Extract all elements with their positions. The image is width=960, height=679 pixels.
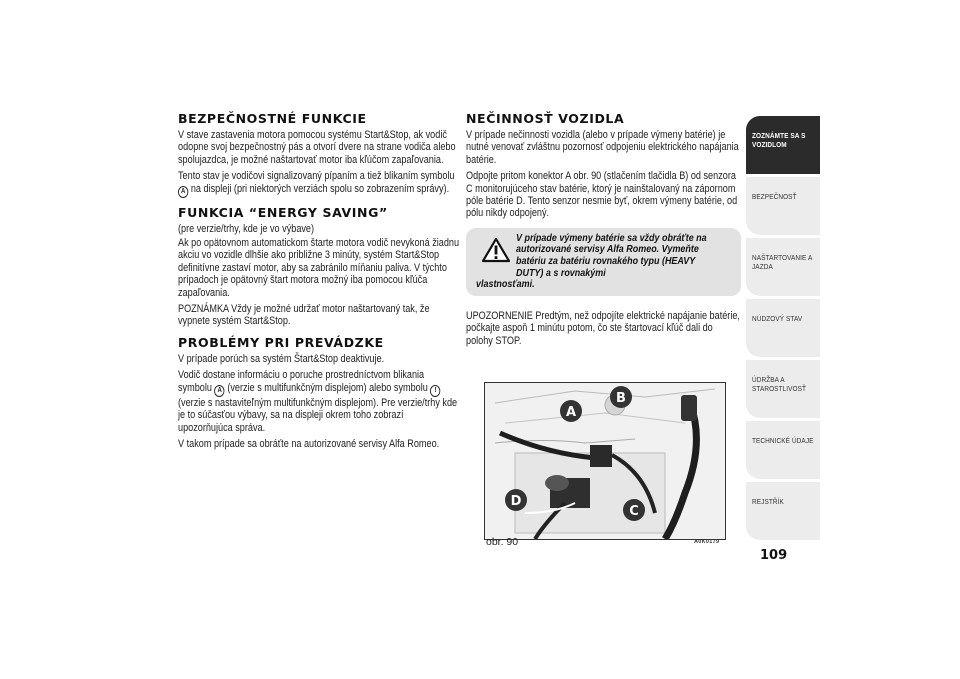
warning-triangle-icon bbox=[482, 237, 510, 263]
tab-technical-data[interactable]: TECHNICKÉ ÚDAJE bbox=[746, 421, 820, 479]
info-icon: ! bbox=[430, 385, 440, 397]
subtitle: (pre verzie/trhy, kde je vo výbave) bbox=[178, 222, 315, 235]
section-title-inactivity: NEČINNOSŤ VOZIDLA bbox=[466, 111, 625, 126]
figure-caption: obr. 90 bbox=[486, 536, 519, 548]
paragraph: V prípade nečinnosti vozidla (alebo v prípade výmeny batérie) je nutné venovať zvláštnu pozornosť odpojeniu elektrického napájania batérie. bbox=[466, 129, 739, 166]
svg-text:B: B bbox=[616, 391, 626, 406]
section-title-safety: BEZPEČNOSTNÉ FUNKCIE bbox=[178, 111, 367, 126]
tab-index[interactable]: REJSTŘÍK bbox=[746, 482, 820, 540]
paragraph: Ak po opätovnom automatickom štarte motora vodič nevykoná žiadnu akciu vo vozidle dlhšie ako približne 3 minúty, systém Start&Stop definitívne zastaví motor, aby sa zabránilo míňaniu paliva. V týchto prípadoch je opätovný štart motora možný iba pomocou kľúča zapaľovania. bbox=[178, 237, 460, 299]
start-stop-fault-icon: A bbox=[214, 385, 224, 397]
svg-text:A: A bbox=[565, 405, 577, 420]
tab-maintenance[interactable]: ÚDRŽBA A STAROSTLIVOSŤ bbox=[746, 360, 820, 418]
figure-label-d bbox=[505, 489, 527, 511]
warning-text-end: vlastnosťami. bbox=[476, 279, 535, 291]
tab-emergency[interactable]: NÚDZOVÝ STAV bbox=[746, 299, 820, 357]
paragraph: Odpojte pritom konektor A obr. 90 (stlačením tlačidla B) od senzora C monitorujúceho stav batérie, ktorý je nainštalovaný na zápornom póle batérie D. Tento senzor nesmie byť, okrem výmeny batérie, od pólu nikdy odpojený. bbox=[466, 170, 738, 220]
page-number: 109 bbox=[760, 548, 788, 563]
warning-box bbox=[466, 228, 741, 296]
svg-text:C: C bbox=[629, 504, 639, 519]
paragraph: V prípade porúch sa systém Štart&Stop deaktivuje. bbox=[178, 352, 385, 365]
paragraph: Vodič dostane informáciu o poruche prostredníctvom blikania symbolu A (verzie s multifunkčným displejom) alebo symbolu ! (verzie s nastaviteľným multifunkčným displejom). Pre verzie/trhy kde je to súčasťou výbavy, sa na displeji okrem toho zobrazí upozorňujúca správa. bbox=[178, 369, 458, 434]
right-column bbox=[466, 112, 741, 351]
tab-safety[interactable]: BEZPEČNOSŤ bbox=[746, 177, 820, 235]
figure-label-c bbox=[623, 499, 645, 521]
start-stop-warning-icon: A bbox=[178, 186, 188, 198]
battery-illustration bbox=[485, 383, 725, 539]
paragraph: Tento stav je vodičovi signalizovaný pípaním a tiež blikaním symbolu A na displeji (pri niektorých verziách spolu so zobrazením správy). bbox=[178, 170, 459, 197]
paragraph: POZNÁMKA Vždy je možné udržať motor naštartovaný tak, že vypnete systém Start&Stop. bbox=[178, 303, 430, 328]
battery-figure bbox=[484, 382, 726, 540]
section-title-problems: PROBLÉMY PRI PREVÁDZKE bbox=[178, 334, 384, 350]
figure-label-a bbox=[560, 400, 582, 422]
section-title-energy-saving: FUNKCIA “ENERGY SAVING” bbox=[178, 204, 388, 220]
chapter-sidebar bbox=[746, 116, 820, 543]
figure-code: A0K0179 bbox=[694, 539, 720, 545]
tab-starting-and-driving[interactable]: NAŠTARTOVANIE A JAZDA bbox=[746, 238, 820, 296]
paragraph: UPOZORNENIE Predtým, než odpojíte elektrické napájanie batérie, počkajte aspoň 1 minútu potom, čo ste štartovací kľúč dali do polohy STOP. bbox=[466, 309, 740, 347]
paragraph: V stave zastavenia motora pomocou systému Start&Stop, ak vodič odopne svoj bezpečnostný pás a otvorí dvere na strane vodiča alebo spolujazdca, je možné naštartovať motor iba kľúčom zapaľovania. bbox=[178, 129, 456, 166]
svg-text:D: D bbox=[510, 494, 522, 509]
warning-text: V prípade výmeny batérie sa vždy obráťte na autorizované servisy Alfa Romeo. Vymeňte batériu za batériu rovnakého typu (HEAVY DUTY) a s rovnakými bbox=[516, 232, 707, 279]
tab-meet-the-vehicle[interactable]: ZOZNÁMTE SA S VOZIDLOM bbox=[746, 116, 820, 174]
figure-label-b bbox=[610, 386, 632, 408]
paragraph: V takom prípade sa obráťte na autorizované servisy Alfa Romeo. bbox=[178, 437, 440, 450]
left-column bbox=[178, 112, 460, 454]
